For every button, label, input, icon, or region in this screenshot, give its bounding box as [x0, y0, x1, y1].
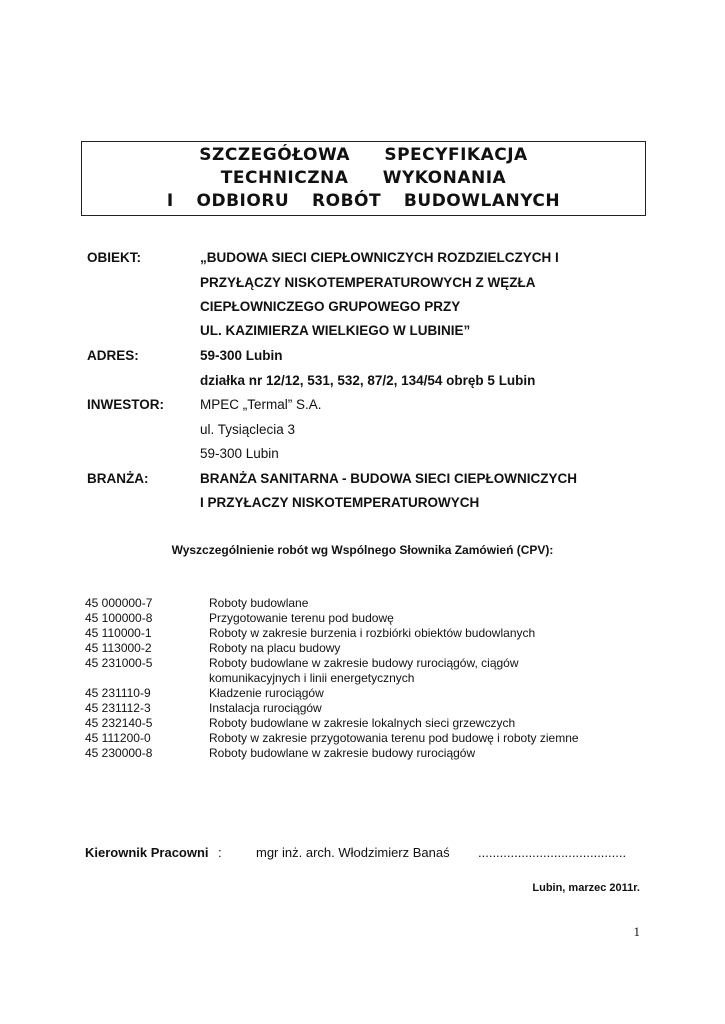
obiekt-line-4: UL. KAZIMIERZA WIELKIEGO W LUBINIE”: [200, 323, 471, 338]
cpv-item: [85, 731, 665, 746]
cpv-item: [85, 656, 665, 686]
cpv-desc-line: Roboty budowlane w zakresie budowy rurociągów: [209, 746, 476, 760]
cpv-desc: [209, 611, 665, 626]
title-line-3: I ODBIORU ROBÓT BUDOWLANYCH: [166, 191, 561, 211]
cpv-code: 45 111200-0: [85, 731, 151, 745]
cpv-code: 45 231110-9: [85, 686, 151, 700]
signature-colon: :: [218, 845, 222, 860]
cpv-item: [85, 641, 665, 656]
signature-dots: .........................................: [478, 845, 627, 860]
adres-line-2: działka nr 12/12, 531, 532, 87/2, 134/54 obręb 5 Lubin: [200, 373, 536, 388]
title-line-1: SZCZEGÓŁOWA SPECYFIKACJA: [199, 145, 528, 165]
cpv-desc: [209, 716, 665, 731]
inwestor-line-3: 59-300 Lubin: [200, 446, 279, 461]
signature-label: Kierownik Pracowni: [85, 845, 209, 860]
obiekt-label: OBIEKT:: [87, 250, 141, 265]
inwestor-line-2: ul. Tysiąclecia 3: [200, 422, 296, 437]
cpv-code: 45 232140-5: [85, 716, 153, 730]
obiekt-line-2: PRZYŁĄCZY NISKOTEMPERATUROWYCH Z WĘZŁA: [200, 275, 536, 290]
cpv-code: 45 000000-7: [85, 596, 153, 610]
cpv-desc: [209, 731, 665, 746]
cpv-code: 45 231000-5: [85, 656, 153, 670]
cpv-desc-line: Kładzenie rurociągów: [209, 686, 324, 700]
cpv-desc-line: Przygotowanie terenu pod budowę: [209, 611, 394, 625]
cpv-desc: [209, 641, 665, 656]
cpv-item: [85, 716, 665, 731]
adres-label: ADRES:: [87, 348, 139, 363]
cpv-desc-line: Roboty budowlane w zakresie budowy rurociągów, ciągów: [209, 656, 519, 670]
cpv-item: [85, 626, 665, 641]
cpv-code: 45 110000-1: [85, 626, 152, 640]
cpv-code: 45 113000-2: [85, 641, 152, 655]
cpv-desc: [209, 701, 665, 716]
cpv-desc-line: Roboty na placu budowy: [209, 641, 341, 655]
cpv-item: [85, 596, 665, 611]
signature-name: mgr inż. arch. Włodzimierz Banaś: [256, 845, 450, 860]
cpv-item: [85, 686, 665, 701]
inwestor-label: INWESTOR:: [87, 397, 164, 412]
branza-line-1: BRANŻA SANITARNA - BUDOWA SIECI CIEPŁOWNICZYCH: [200, 471, 577, 486]
cpv-desc-line: Roboty w zakresie przygotowania terenu pod budowę i roboty ziemne: [209, 731, 579, 745]
place-date: Lubin, marzec 2011r.: [532, 882, 640, 894]
inwestor-line-1: MPEC „Termal” S.A.: [200, 397, 322, 412]
cpv-desc: [209, 656, 665, 686]
cpv-code: 45 231112-3: [85, 701, 151, 715]
branza-label: BRANŻA:: [87, 471, 149, 486]
title-line-2: TECHNICZNA WYKONANIA: [220, 168, 507, 188]
branza-line-2: I PRZYŁACZY NISKOTEMPERATUROWYCH: [200, 495, 480, 510]
cpv-item: [85, 701, 665, 716]
document-title-box: [81, 141, 646, 216]
cpv-item: [85, 746, 665, 761]
cpv-heading: Wyszczególnienie robót wg Wspólnego Słownika Zamówień (CPV):: [171, 543, 554, 557]
page-number: 1: [633, 924, 640, 939]
cpv-desc-line: Roboty budowlane w zakresie lokalnych sieci grzewczych: [209, 716, 516, 730]
cpv-code: 45 230000-8: [85, 746, 153, 760]
adres-line-1: 59-300 Lubin: [200, 348, 283, 363]
cpv-code: 45 100000-8: [85, 611, 153, 625]
cpv-desc: [209, 596, 665, 611]
cpv-list: [85, 596, 665, 761]
cpv-desc-line: Roboty budowlane: [209, 596, 309, 610]
cpv-desc-line: Instalacja rurociągów: [209, 701, 322, 715]
cpv-desc: [209, 686, 665, 701]
obiekt-line-1: „BUDOWA SIECI CIEPŁOWNICZYCH ROZDZIELCZYCH I: [200, 250, 559, 265]
cpv-desc: [209, 626, 665, 641]
cpv-desc: [209, 746, 665, 761]
cpv-desc-line: Roboty w zakresie burzenia i rozbiórki obiektów budowlanych: [209, 626, 536, 640]
cpv-item: [85, 611, 665, 626]
obiekt-line-3: CIEPŁOWNICZEGO GRUPOWEGO PRZY: [200, 299, 461, 314]
cpv-desc-line: komunikacyjnych i linii energetycznych: [209, 671, 415, 685]
